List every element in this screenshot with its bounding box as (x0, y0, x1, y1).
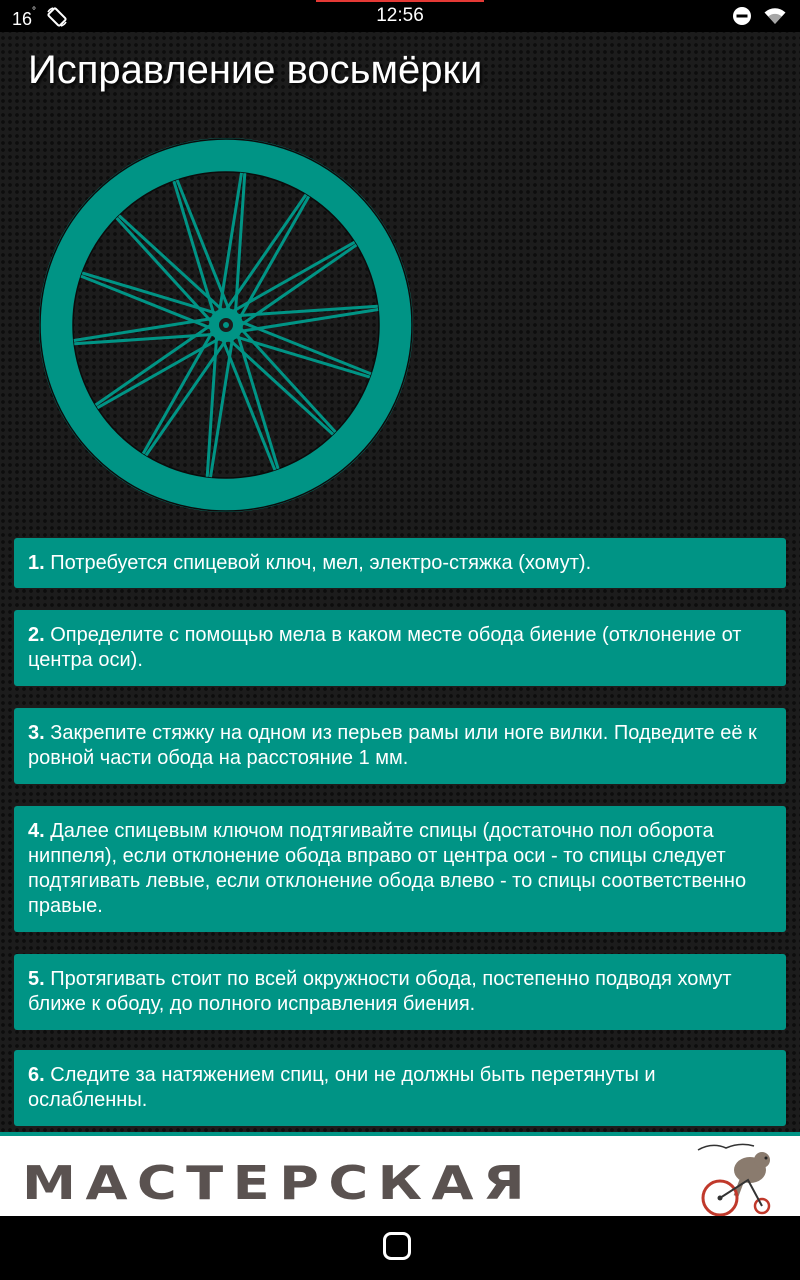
wheel-spoke (143, 332, 212, 454)
temperature-value: 16 (12, 9, 33, 29)
step-card-4 (14, 806, 786, 932)
status-time: 12:56 (376, 5, 424, 26)
do-not-disturb-icon (732, 6, 752, 31)
bicycle-wheel-icon (34, 136, 420, 525)
wifi-icon (764, 7, 786, 30)
wheel-spoke (235, 337, 369, 377)
step-text: Протягивать стоит по всей окружности обода, постепенно подводя хомут ближе к ободу, до полного исправления биения. (28, 968, 732, 1015)
step-number: 5. (28, 968, 45, 990)
banner-text: МАСТЕРСКАЯ (22, 1156, 535, 1210)
step-card-2 (14, 610, 786, 686)
step-number: 3. (28, 722, 45, 744)
wheel-spoke (240, 196, 309, 318)
step-number: 6. (28, 1064, 45, 1086)
bear-on-bicycle-logo (692, 1140, 782, 1223)
step-card-6 (14, 1050, 786, 1126)
step-text: Далее спицевым ключом подтягивайте спицы (достаточно пол оборота ниппеля), если отклонение обода вправо от центра оси - то спицы следует подтягивать левые, если отклонение обода влево - то спицы соответственно правые. (28, 820, 747, 917)
step-text: Закрепите стяжку на одном из перьев рамы или ноге вилки. Подведите её к ровной части обода на расстояние 1 мм. (28, 722, 757, 769)
step-text: Потребуется спицевой ключ, мел, электро-стяжка (хомут). (50, 551, 592, 574)
navigation-bar (0, 1216, 800, 1280)
step-card-3 (14, 708, 786, 784)
step-number: 4. (28, 820, 45, 842)
status-indicator-line (316, 0, 484, 2)
status-right (732, 6, 786, 31)
status-bar (0, 0, 800, 32)
step-card-1 (14, 538, 786, 588)
step-text: Определите с помощью мела в каком месте обода биение (отклонение от центра оси). (28, 624, 742, 671)
step-text: Следите за натяжением спиц, они не должны быть перетянуты и ослабленны. (28, 1064, 656, 1111)
step-card-5 (14, 954, 786, 1030)
step-number: 2. (28, 624, 45, 646)
wheel-spoke (82, 273, 216, 313)
home-button-icon[interactable] (383, 1232, 411, 1260)
temperature-degree: ° (32, 6, 37, 17)
ad-banner[interactable] (0, 1132, 800, 1216)
step-number: 1. (28, 551, 45, 574)
page-title: Исправление восьмёрки (28, 48, 483, 92)
